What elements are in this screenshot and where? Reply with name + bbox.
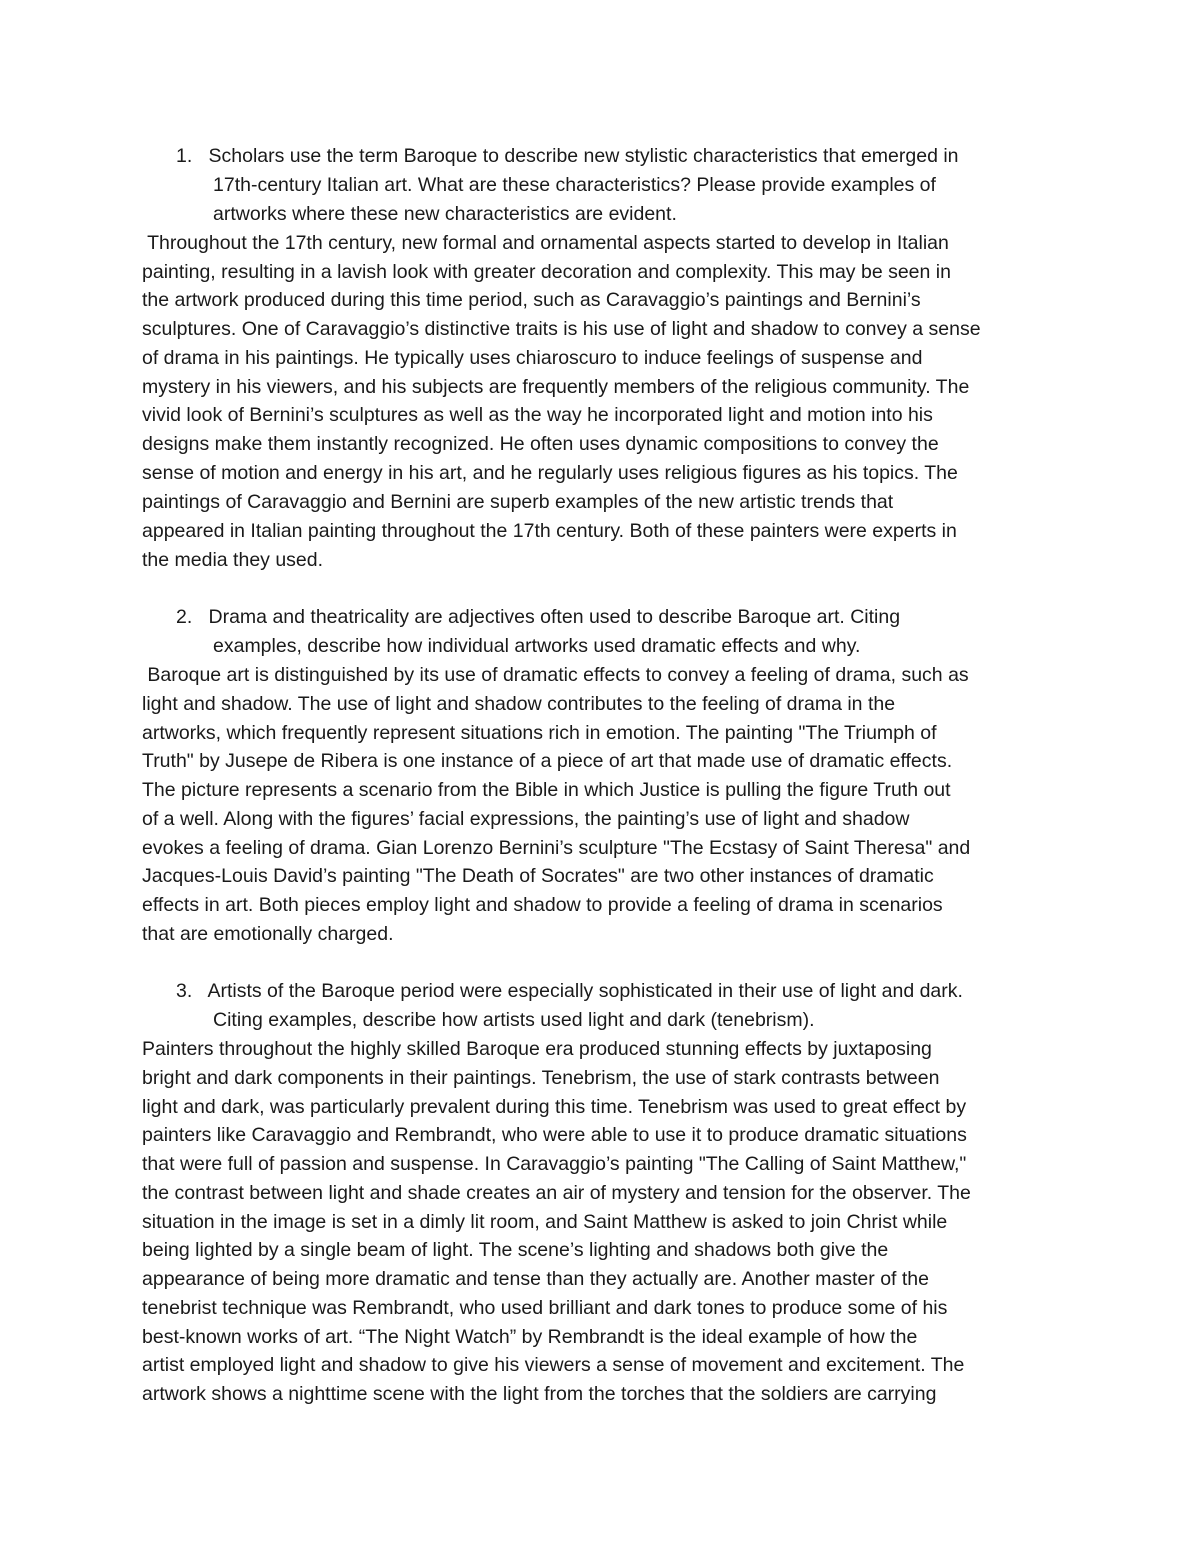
answer-3-line-5: that were full of passion and suspense. In Caravaggio’s painting "The Calling of Saint Matthew," xyxy=(142,1153,967,1175)
answer-3-line-3: light and dark, was particularly prevalent during this time. Tenebrism was used to great effect by xyxy=(142,1096,967,1118)
answer-3-line-4: painters like Caravaggio and Rembrandt, who were able to use it to produce dramatic situations xyxy=(142,1124,967,1146)
answer-2-line-4: Truth" by Jusepe de Ribera is one instance of a piece of art that made use of dramatic effects. xyxy=(142,750,953,772)
answer-2-line-10: that are emotionally charged. xyxy=(142,923,394,945)
answer-3-line-11: best-known works of art. “The Night Watch” by Rembrandt is the ideal example of how the xyxy=(142,1326,918,1348)
question-2-line-1: 2. Drama and theatricality are adjectives often used to describe Baroque art. Citing xyxy=(176,606,901,628)
answer-3-line-8: being lighted by a single beam of light. The scene’s lighting and shadows both give the xyxy=(142,1239,889,1261)
answer-2-line-7: evokes a feeling of drama. Gian Lorenzo Bernini’s sculpture "The Ecstasy of Saint Theresa" and xyxy=(142,837,971,859)
answer-1-line-5: of drama in his paintings. He typically uses chiaroscuro to induce feelings of suspense and xyxy=(142,347,923,369)
answer-1-line-9: sense of motion and energy in his art, and he regularly uses religious figures as his topics. The xyxy=(142,462,958,484)
answer-2-line-3: artworks, which frequently represent situations rich in emotion. The painting "The Triumph of xyxy=(142,722,937,744)
answer-1-line-12: the media they used. xyxy=(142,549,324,571)
answer-3-line-1: Painters throughout the highly skilled Baroque era produced stunning effects by juxtaposing xyxy=(142,1038,932,1060)
question-3-line-1: 3. Artists of the Baroque period were especially sophisticated in their use of light and dark. xyxy=(176,980,963,1002)
answer-2-line-2: light and shadow. The use of light and shadow contributes to the feeling of drama in the xyxy=(142,693,896,715)
answer-3-line-2: bright and dark components in their paintings. Tenebrism, the use of stark contrasts between xyxy=(142,1067,940,1089)
answer-1-line-4: sculptures. One of Caravaggio’s distinctive traits is his use of light and shadow to convey a sense xyxy=(142,318,981,340)
answer-1-line-11: appeared in Italian painting throughout the 17th century. Both of these painters were experts in xyxy=(142,520,957,542)
question-2-line-2: examples, describe how individual artworks used dramatic effects and why. xyxy=(213,635,861,657)
answer-1-line-3: the artwork produced during this time period, such as Caravaggio’s paintings and Bernini’s xyxy=(142,289,921,311)
answer-3-line-10: tenebrist technique was Rembrandt, who used brilliant and dark tones to produce some of his xyxy=(142,1297,948,1319)
answer-2-line-9: effects in art. Both pieces employ light and shadow to provide a feeling of drama in scenarios xyxy=(142,894,943,916)
answer-1-line-7: vivid look of Bernini’s sculptures as well as the way he incorporated light and motion into his xyxy=(142,404,933,426)
answer-3-line-12: artist employed light and shadow to give his viewers a sense of movement and excitement. The xyxy=(142,1354,965,1376)
question-1-line-2: 17th-century Italian art. What are these characteristics? Please provide examples of xyxy=(213,174,936,196)
answer-2-line-6: of a well. Along with the figures’ facial expressions, the painting’s use of light and shadow xyxy=(142,808,910,830)
answer-1-line-10: paintings of Caravaggio and Bernini are superb examples of the new artistic trends that xyxy=(142,491,894,513)
answer-3-line-6: the contrast between light and shade creates an air of mystery and tension for the observer. The xyxy=(142,1182,971,1204)
answer-1-line-8: designs make them instantly recognized. He often uses dynamic compositions to convey the xyxy=(142,433,939,455)
answer-2-line-8: Jacques-Louis David’s painting "The Death of Socrates" are two other instances of dramatic xyxy=(142,865,934,887)
answer-1-line-6: mystery in his viewers, and his subjects are frequently members of the religious community. The xyxy=(142,376,970,398)
answer-2-line-1: Baroque art is distinguished by its use of dramatic effects to convey a feeling of drama, such as xyxy=(142,664,969,686)
answer-1-line-1: Throughout the 17th century, new formal and ornamental aspects started to develop in Italian xyxy=(142,232,949,254)
answer-1-line-2: painting, resulting in a lavish look with greater decoration and complexity. This may be seen in xyxy=(142,261,951,283)
question-1-line-1: 1. Scholars use the term Baroque to describe new stylistic characteristics that emerged in xyxy=(176,145,959,167)
answer-2-line-5: The picture represents a scenario from the Bible in which Justice is pulling the figure Truth out xyxy=(142,779,951,801)
answer-3-line-13: artwork shows a nighttime scene with the light from the torches that the soldiers are carrying xyxy=(142,1383,937,1405)
answer-3-line-9: appearance of being more dramatic and tense than they actually are. Another master of the xyxy=(142,1268,929,1290)
question-3-line-2: Citing examples, describe how artists used light and dark (tenebrism). xyxy=(213,1009,815,1031)
answer-3-line-7: situation in the image is set in a dimly lit room, and Saint Matthew is asked to join Christ while xyxy=(142,1211,948,1233)
question-1-line-3: artworks where these new characteristics are evident. xyxy=(213,203,677,225)
